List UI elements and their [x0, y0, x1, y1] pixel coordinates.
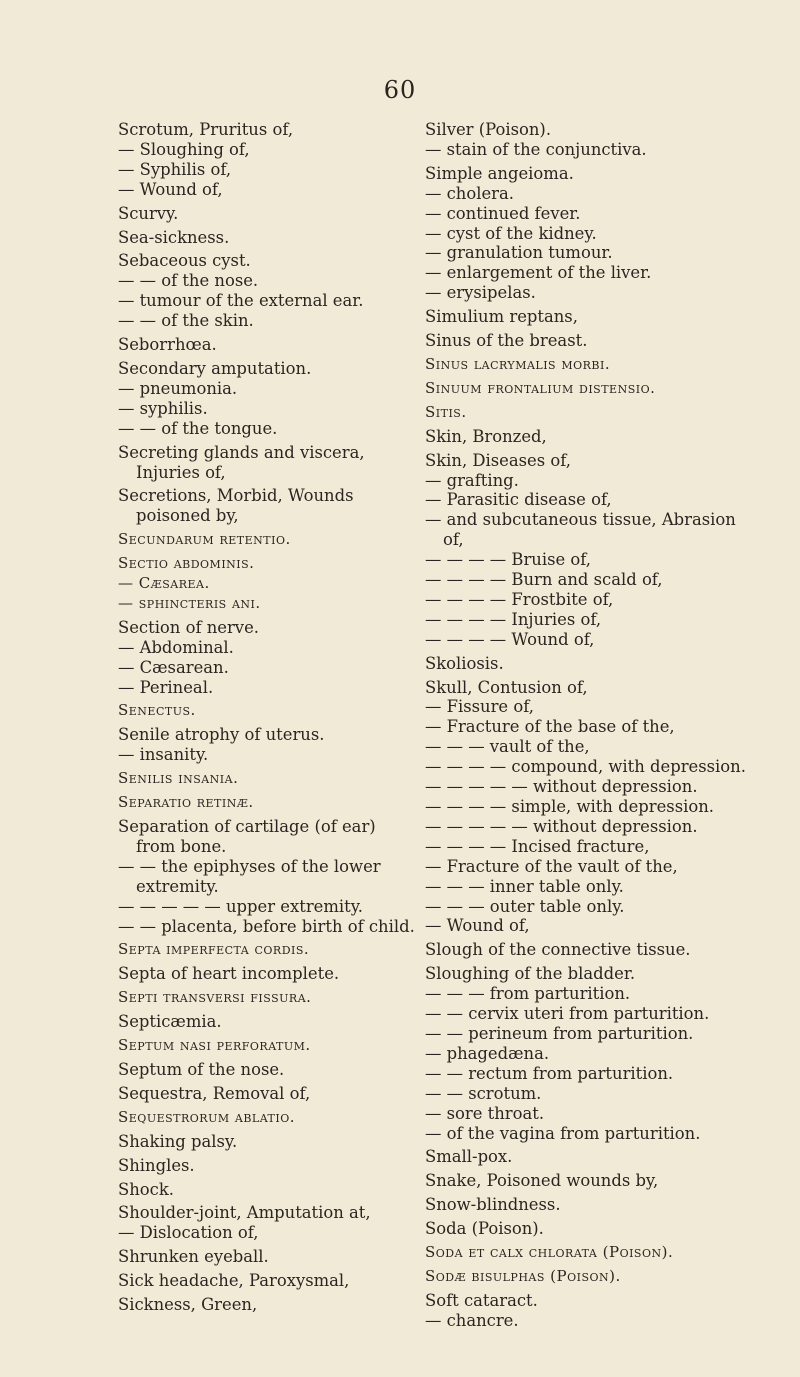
- index-entry: Sequestrorum ablatio.: [118, 1107, 296, 1126]
- index-entry: Septi transversi fissura.: [118, 988, 312, 1007]
- index-entry: Sitis.: [425, 402, 467, 421]
- index-entry: — phagedæna.: [425, 1043, 550, 1063]
- index-entry: Senectus.: [118, 701, 196, 720]
- index-entry: — — rectum from parturition.: [425, 1063, 674, 1083]
- index-entry: — Cæsarean.: [118, 657, 229, 677]
- index-entry: — — of the tongue.: [118, 418, 278, 438]
- index-entry: — Fracture of the base of the,: [425, 717, 675, 737]
- index-entry: — — — — — without depression.: [425, 777, 698, 797]
- index-entry: Separation of cartilage (of ear) from bone.: [118, 817, 376, 856]
- index-entry: Shock.: [118, 1179, 174, 1199]
- index-entry: Sequestra, Removal of,: [118, 1083, 311, 1103]
- index-entry: — cyst of the kidney.: [425, 223, 597, 243]
- index-entry: Slough of the connective tissue.: [425, 940, 691, 960]
- index-entry: — — — vault of the,: [425, 737, 590, 757]
- index-entry: — stain of the conjunctiva.: [425, 139, 647, 159]
- index-entry: Sick headache, Paroxysmal,: [118, 1271, 350, 1291]
- index-entry: — chancre.: [425, 1310, 519, 1330]
- index-entry: Secreting glands and viscera, Injuries of,: [118, 442, 365, 482]
- index-entry: Senilis insania.: [118, 769, 239, 788]
- index-entry: Simple angeioma.: [425, 163, 574, 183]
- index-entry: Shrunken eyeball.: [118, 1247, 269, 1267]
- index-entry: Sectio abdominis.: [118, 554, 255, 573]
- index-entry: — — — — — without depression.: [425, 816, 698, 836]
- index-entry: — Fissure of,: [425, 697, 534, 717]
- index-entry: — Wound of,: [118, 179, 223, 199]
- index-entry: — insanity.: [118, 745, 209, 765]
- index-entry: Scrotum, Pruritus of,: [118, 120, 294, 139]
- index-entry: — — — — simple, with depression.: [425, 797, 714, 816]
- index-entry: — Parasitic disease of,: [425, 490, 612, 510]
- index-entry: — continued fever.: [425, 203, 581, 223]
- index-entry: — grafting.: [425, 470, 519, 490]
- index-entry: — Abdominal.: [118, 637, 234, 657]
- index-entry: — Dislocation of,: [118, 1223, 259, 1243]
- index-entry: Sinus lacrymalis morbi.: [425, 354, 611, 373]
- index-entry: Sickness, Green,: [118, 1295, 258, 1315]
- index-entry: — tumour of the external ear.: [118, 291, 364, 311]
- index-entry: Snake, Poisoned wounds by,: [425, 1171, 659, 1191]
- index-entry: — Syphilis of,: [118, 159, 232, 179]
- index-entry: Shaking palsy.: [118, 1131, 238, 1151]
- index-entry: Senile atrophy of uterus.: [118, 725, 325, 745]
- index-entry: — — — — Burn and scald of,: [425, 570, 663, 590]
- index-entry: — Fracture of the vault of the,: [425, 856, 678, 876]
- index-entry: — enlargement of the liver.: [425, 263, 652, 283]
- index-entry: — — placenta, before birth of child.: [118, 916, 415, 936]
- index-entry: — — — — — upper extremity.: [118, 896, 364, 916]
- index-entry: Soft cataract.: [425, 1290, 538, 1310]
- index-entry: Sinuum frontalium distensio.: [425, 378, 656, 397]
- index-entry: — — perineum from parturition.: [425, 1023, 694, 1043]
- index-entry: — pneumonia.: [118, 378, 238, 398]
- index-entry: Sea-sickness.: [118, 227, 230, 247]
- index-entry: Separatio retinæ.: [118, 793, 254, 812]
- page-number: 60: [383, 76, 417, 104]
- index-entry: Septicæmia.: [118, 1012, 222, 1032]
- index-entry: — Sloughing of,: [118, 139, 250, 159]
- index-entry: Skin, Diseases of,: [425, 450, 571, 470]
- index-entry: Soda (Poison).: [425, 1219, 544, 1239]
- index-entry: Septa of heart incomplete.: [118, 964, 340, 984]
- index-entry: Small-pox.: [425, 1147, 513, 1167]
- index-entry: Secretions, Morbid, Wounds poisoned by,: [118, 486, 354, 526]
- index-entry: Secundarum retentio.: [118, 530, 291, 549]
- index-entry: Sloughing of the bladder.: [425, 964, 636, 984]
- index-entry: — — — inner table only.: [425, 876, 624, 896]
- index-entry: Section of nerve.: [118, 617, 259, 637]
- index-entry: — — — — Frostbite of,: [425, 589, 614, 609]
- index-entry: Soda et calx chlorata (Poison).: [425, 1243, 674, 1262]
- index-entry: Shoulder-joint, Amputation at,: [118, 1203, 371, 1223]
- index-entry: Sodæ bisulphas (Poison).: [425, 1266, 621, 1285]
- index-entry: Shingles.: [118, 1155, 195, 1175]
- index-entry: Seborrhœa.: [118, 335, 217, 355]
- index-entry: — erysipelas.: [425, 283, 536, 303]
- index-entry: — — of the skin.: [118, 311, 254, 331]
- index-entry: Skin, Bronzed,: [425, 426, 547, 446]
- right-column: [425, 116, 746, 1331]
- index-entry: — of the vagina from parturition.: [425, 1123, 701, 1143]
- index-entry: — — — from parturition.: [425, 984, 631, 1004]
- index-entry: — — of the nose.: [118, 271, 259, 291]
- index-entry: — sore throat.: [425, 1103, 545, 1123]
- index-entry: — — cervix uteri from parturition.: [425, 1004, 710, 1024]
- index-entry: Snow-blindness.: [425, 1195, 561, 1215]
- index-entry: Skull, Contusion of,: [425, 677, 588, 697]
- index-entry: — — — — Incised fracture,: [425, 836, 650, 856]
- index-entry: Skoliosis.: [425, 653, 504, 673]
- index-entry: Septum of the nose.: [118, 1059, 285, 1079]
- index-entry: — — — — Bruise of,: [425, 550, 591, 570]
- index-entry: — — the epiphyses of the lower extremity.: [118, 856, 381, 896]
- index-entry: Simulium reptans,: [425, 307, 578, 327]
- index-entry: — — — — compound, with depression.: [425, 757, 746, 777]
- index-entry: Sinus of the breast.: [425, 331, 588, 351]
- index-entry: — Cæsarea.: [118, 574, 210, 593]
- index-entry: Sebaceous cyst.: [118, 251, 251, 271]
- index-entry: Septa imperfecta cordis.: [118, 940, 310, 959]
- left-column: [118, 116, 416, 1315]
- index-entry: Silver (Poison).: [425, 120, 552, 139]
- index-entry: Secondary amputation.: [118, 358, 312, 378]
- index-entry: Septum nasi perforatum.: [118, 1036, 311, 1055]
- index-entry: Scurvy.: [118, 203, 179, 223]
- index-entry: — — — outer table only.: [425, 896, 625, 916]
- index-entry: — Perineal.: [118, 677, 214, 697]
- index-entry: — granulation tumour.: [425, 243, 613, 263]
- index-entry: — and subcutaneous tissue, Abrasion of,: [425, 510, 736, 550]
- index-entry: — sphincteris ani.: [118, 593, 261, 612]
- index-entry: — Wound of,: [425, 916, 530, 936]
- index-entry: — syphilis.: [118, 398, 208, 418]
- index-entry: — — — — Wound of,: [425, 629, 595, 649]
- index-entry: — cholera.: [425, 183, 514, 203]
- index-entry: — — — — Injuries of,: [425, 609, 602, 629]
- index-entry: — — scrotum.: [425, 1083, 542, 1103]
